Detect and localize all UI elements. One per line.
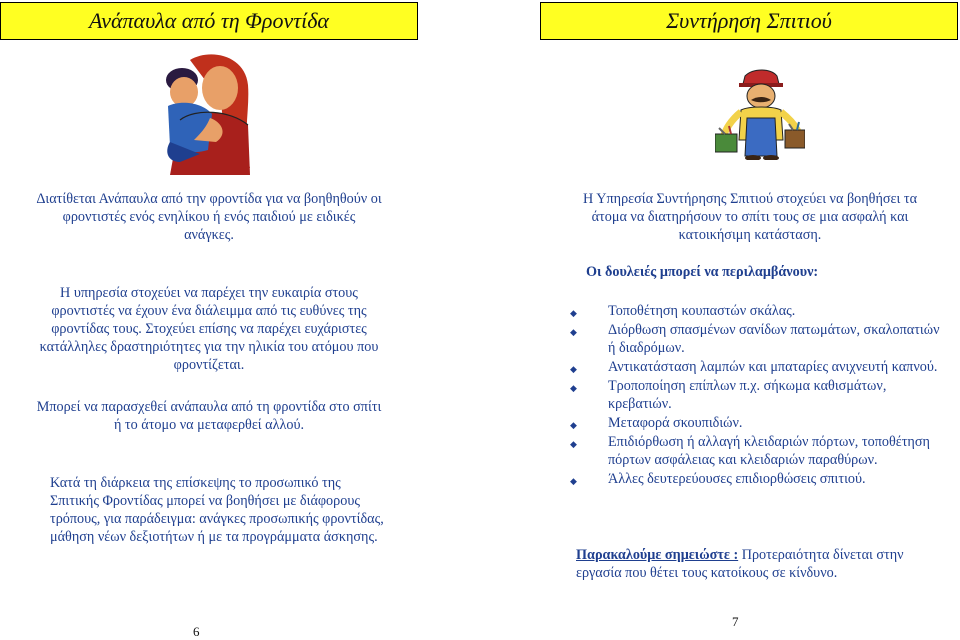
list-item: ◆ Άλλες δευτερεύουσες επιδιορθώσεις σπιτιού. (570, 471, 866, 487)
left-paragraph-2: Η υπηρεσία στοχεύει να παρέχει την ευκαιρία στους φροντιστές να έχουν ένα διάλειμμα από τις ευθύνες της φροντίδας τους. Στοχεύει επίσης να παρέχει ευχάριστες κατάλληλες δραστηριότητες για την ηλικία του ατόμου που φροντίζεται. (39, 285, 379, 373)
list-item: ◆ Διόρθωση σπασμένων σανίδων πατωμάτων, σκαλοπατιών ή διαδρόμων. (570, 322, 940, 356)
left-paragraph-1: Διατίθεται Ανάπαυλα από την φροντίδα για να βοηθηθούν οι φροντιστές ενός ενηλίκου ή ενός παιδιού με ειδικές ανάγκες. (36, 191, 382, 243)
tasks-list (570, 302, 950, 489)
diamond-bullet-icon: ◆ (570, 476, 577, 486)
list-item: ◆ Τροποποίηση επίπλων π.χ. σήκωμα καθισμάτων, κρεβατιών. (570, 378, 887, 412)
list-item: ◆ Αντικατάσταση λαμπών και μπαταρίες ανιχνευτή καπνού. (570, 359, 938, 375)
note-label: Παρακαλούμε σημειώστε : (576, 547, 739, 563)
note-text: Προτεραιότητα δίνεται στην εργασία που θέτει τους κατοίκους σε κίνδυνο. (576, 547, 904, 581)
handyman-toolbox-icon (715, 68, 805, 160)
tasks-subheading: Οι δουλειές μπορεί να περιλαμβάνουν: (586, 264, 819, 280)
right-paragraph-1: Η Υπηρεσία Συντήρησης Σπιτιού στοχεύει να βοηθήσει τα άτομα να διατηρήσουν το σπίτι τους σε μια ασφαλή και κατοικήσιμη κατάσταση. (582, 191, 918, 243)
right-page-number: 7 (732, 614, 739, 629)
mother-and-child-icon (150, 50, 270, 175)
left-header: Ανάπαυλα από τη Φροντίδα (0, 2, 418, 40)
diamond-bullet-icon: ◆ (570, 364, 577, 374)
left-page-number: 6 (193, 624, 200, 639)
list-item: ◆ Μεταφορά σκουπιδιών. (570, 415, 743, 431)
list-item: ◆ Τοποθέτηση κουπαστών σκάλας. (570, 303, 796, 319)
right-header: Συντήρηση Σπιτιού (540, 2, 958, 40)
list-item: ◆ Επιδιόρθωση ή αλλαγή κλειδαριών πόρτων, τοποθέτηση πόρτων ασφάλειας και κλειδαριών παραθύρων. (570, 434, 930, 468)
diamond-bullet-icon: ◆ (570, 308, 577, 318)
diamond-bullet-icon: ◆ (570, 439, 577, 449)
right-page (540, 0, 960, 636)
diamond-bullet-icon: ◆ (570, 420, 577, 430)
diamond-bullet-icon: ◆ (570, 383, 577, 393)
left-page (0, 0, 420, 639)
diamond-bullet-icon: ◆ (570, 327, 577, 337)
left-paragraph-3: Μπορεί να παρασχεθεί ανάπαυλα από τη φροντίδα στο σπίτι ή το άτομο να μεταφερθεί αλλού. (36, 399, 382, 433)
priority-note (576, 546, 936, 582)
left-paragraph-4: Κατά τη διάρκεια της επίσκεψης το προσωπικό της Σπιτικής Φροντίδας μπορεί να βοηθήσει με διάφορους τρόπους, για παράδειγμα: ανάγκες προσωπικής φροντίδας, μάθηση νέων δεξιοτήτων ή με τα προγράμματα άσκησης. (50, 475, 384, 545)
